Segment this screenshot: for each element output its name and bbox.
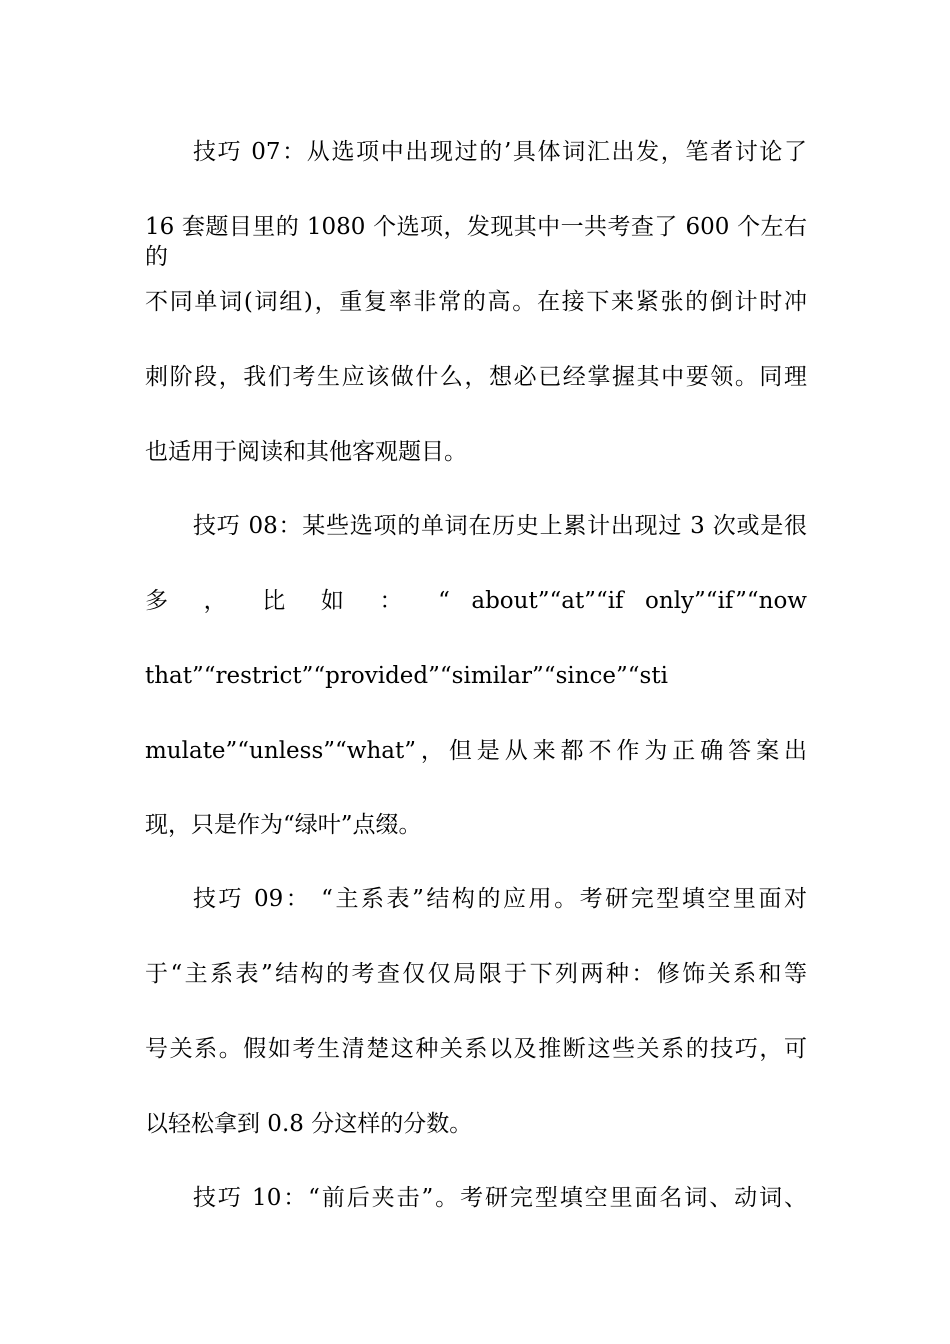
text-line: 技巧 09： “主系表”结构的应用。考研完型填空里面对 <box>193 886 807 912</box>
text-line: mulate”“unless”“what”，但是从来都不作为正确答案出 <box>145 738 807 764</box>
text-line: that”“restrict”“provided”“similar”“since”“sti <box>145 663 668 689</box>
text-line: 于“主系表”结构的考查仅仅局限于下列两种：修饰关系和等 <box>145 961 807 987</box>
text-line: 号关系。假如考生清楚这种关系以及推断这些关系的技巧，可 <box>145 1036 807 1062</box>
text-line: 也适用于阅读和其他客观题目。 <box>145 439 467 465</box>
text-line: 刺阶段，我们考生应该做什么，想必已经掌握其中要领。同理 <box>145 364 807 390</box>
text-line: 现，只是作为“绿叶”点缀。 <box>145 812 422 838</box>
text-line: 技巧 08：某些选项的单词在历史上累计出现过 3 次或是很 <box>193 513 807 539</box>
text-line: 技巧 07：从选项中出现过的’具体词汇出发，笔者讨论了 <box>193 139 807 165</box>
text-line: 不同单词(词组)，重复率非常的高。在接下来紧张的倒计时冲 <box>145 289 807 315</box>
text-line: 以轻松拿到 0.8 分这样的分数。 <box>145 1111 473 1137</box>
text-line: 多 ， 比 如 ： “ about”“at”“if only”“if”“now <box>145 588 807 614</box>
text-line: 技巧 10：“前后夹击”。考研完型填空里面名词、动词、 <box>193 1185 807 1211</box>
text-line: 16 套题目里的 1080 个选项，发现其中一共考查了 600 个左右的 <box>145 214 807 270</box>
